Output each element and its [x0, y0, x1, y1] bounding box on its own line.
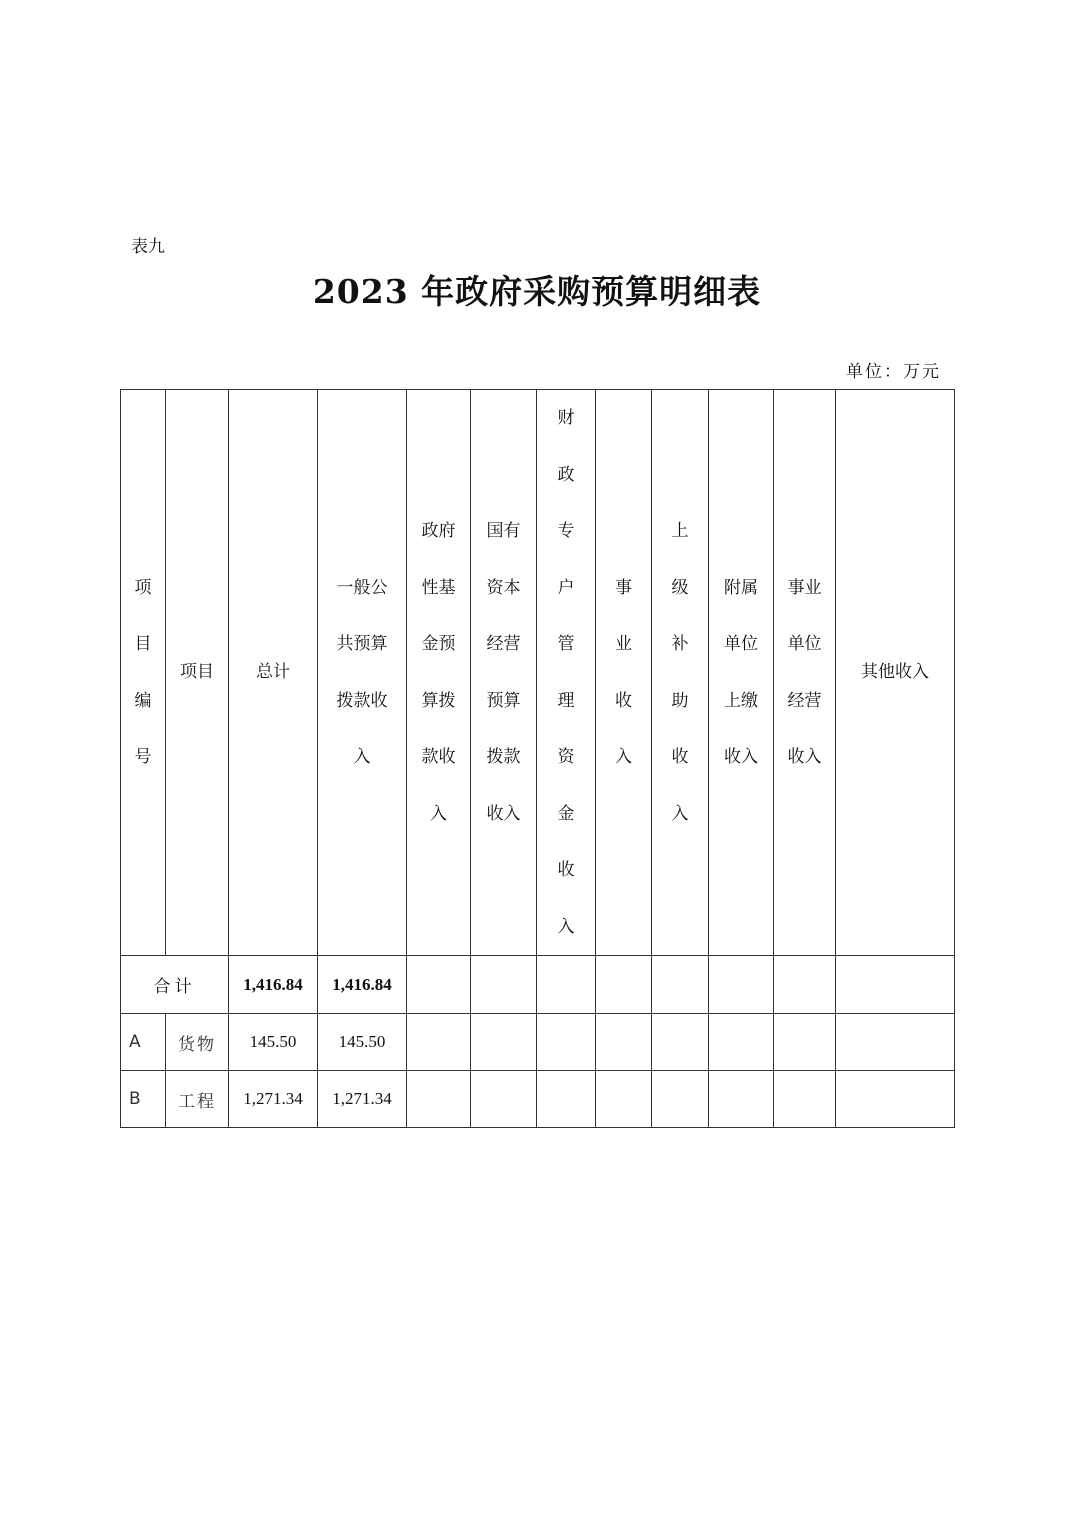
header-cell-project-code	[121, 390, 166, 956]
empty-cell	[537, 1071, 596, 1128]
empty-cell	[836, 1014, 955, 1071]
header-cell-business-operation	[774, 390, 836, 956]
empty-cell	[652, 956, 709, 1014]
header-cell-state-capital	[471, 390, 537, 956]
row-code: A	[121, 1014, 166, 1071]
header-cell-general-budget	[318, 390, 407, 956]
empty-cell	[407, 956, 471, 1014]
header-state-capital: 国有资本经营预算拨款收入	[486, 521, 521, 824]
row-name: 货物	[166, 1014, 229, 1071]
header-row	[121, 390, 955, 956]
row-code: B	[121, 1071, 166, 1128]
header-superior-subsidy: 上级补助收入	[671, 521, 689, 824]
row-general-budget: 1,271.34	[318, 1071, 407, 1128]
header-special-account: 财政专户管理资金收入	[557, 408, 575, 937]
row-total: 1,271.34	[229, 1071, 318, 1128]
empty-cell	[836, 956, 955, 1014]
empty-cell	[774, 956, 836, 1014]
row-name: 工程	[166, 1071, 229, 1128]
header-other-income: 其他收入	[861, 662, 929, 683]
empty-cell	[407, 1014, 471, 1071]
empty-cell	[652, 1071, 709, 1128]
table-row	[121, 1014, 955, 1071]
header-cell-gov-fund	[407, 390, 471, 956]
page-title: 2023 年政府采购预算明细表	[312, 272, 762, 311]
table-number-label: 表九	[131, 237, 165, 257]
empty-cell	[407, 1071, 471, 1128]
header-project-code: 项目编号	[134, 577, 152, 767]
header-cell-business-income	[596, 390, 652, 956]
header-general-budget: 一般公共预算拨款收入	[336, 577, 388, 767]
header-cell-superior-subsidy	[652, 390, 709, 956]
unit-label: 单位：万元	[846, 362, 941, 382]
header-cell-project	[166, 390, 229, 956]
empty-cell	[709, 956, 774, 1014]
empty-cell	[709, 1014, 774, 1071]
empty-cell	[537, 956, 596, 1014]
header-cell-total	[229, 390, 318, 956]
total-total-value: 1,416.84	[229, 956, 318, 1014]
empty-cell	[652, 1014, 709, 1071]
header-cell-special-account	[537, 390, 596, 956]
table-row	[121, 1071, 955, 1128]
row-general-budget: 145.50	[318, 1014, 407, 1071]
empty-cell	[774, 1071, 836, 1128]
header-project: 项目	[180, 662, 214, 683]
header-total: 总计	[256, 662, 290, 683]
empty-cell	[537, 1014, 596, 1071]
header-affiliate-turnover: 附属单位上缴收入	[724, 577, 758, 767]
empty-cell	[596, 1014, 652, 1071]
total-label: 合计	[121, 956, 229, 1014]
header-business-operation: 事业单位经营收入	[787, 577, 822, 767]
empty-cell	[836, 1071, 955, 1128]
empty-cell	[774, 1014, 836, 1071]
header-cell-other-income	[836, 390, 955, 956]
empty-cell	[471, 956, 537, 1014]
header-cell-affiliate-turnover	[709, 390, 774, 956]
total-row	[121, 956, 955, 1014]
total-general-budget-value: 1,416.84	[318, 956, 407, 1014]
empty-cell	[471, 1071, 537, 1128]
empty-cell	[596, 956, 652, 1014]
empty-cell	[709, 1071, 774, 1128]
row-total: 145.50	[229, 1014, 318, 1071]
header-business-income: 事业收入	[615, 577, 632, 767]
empty-cell	[471, 1014, 537, 1071]
empty-cell	[596, 1071, 652, 1128]
budget-table	[120, 389, 955, 1128]
header-gov-fund: 政府性基金预算拨款收入	[421, 521, 456, 824]
